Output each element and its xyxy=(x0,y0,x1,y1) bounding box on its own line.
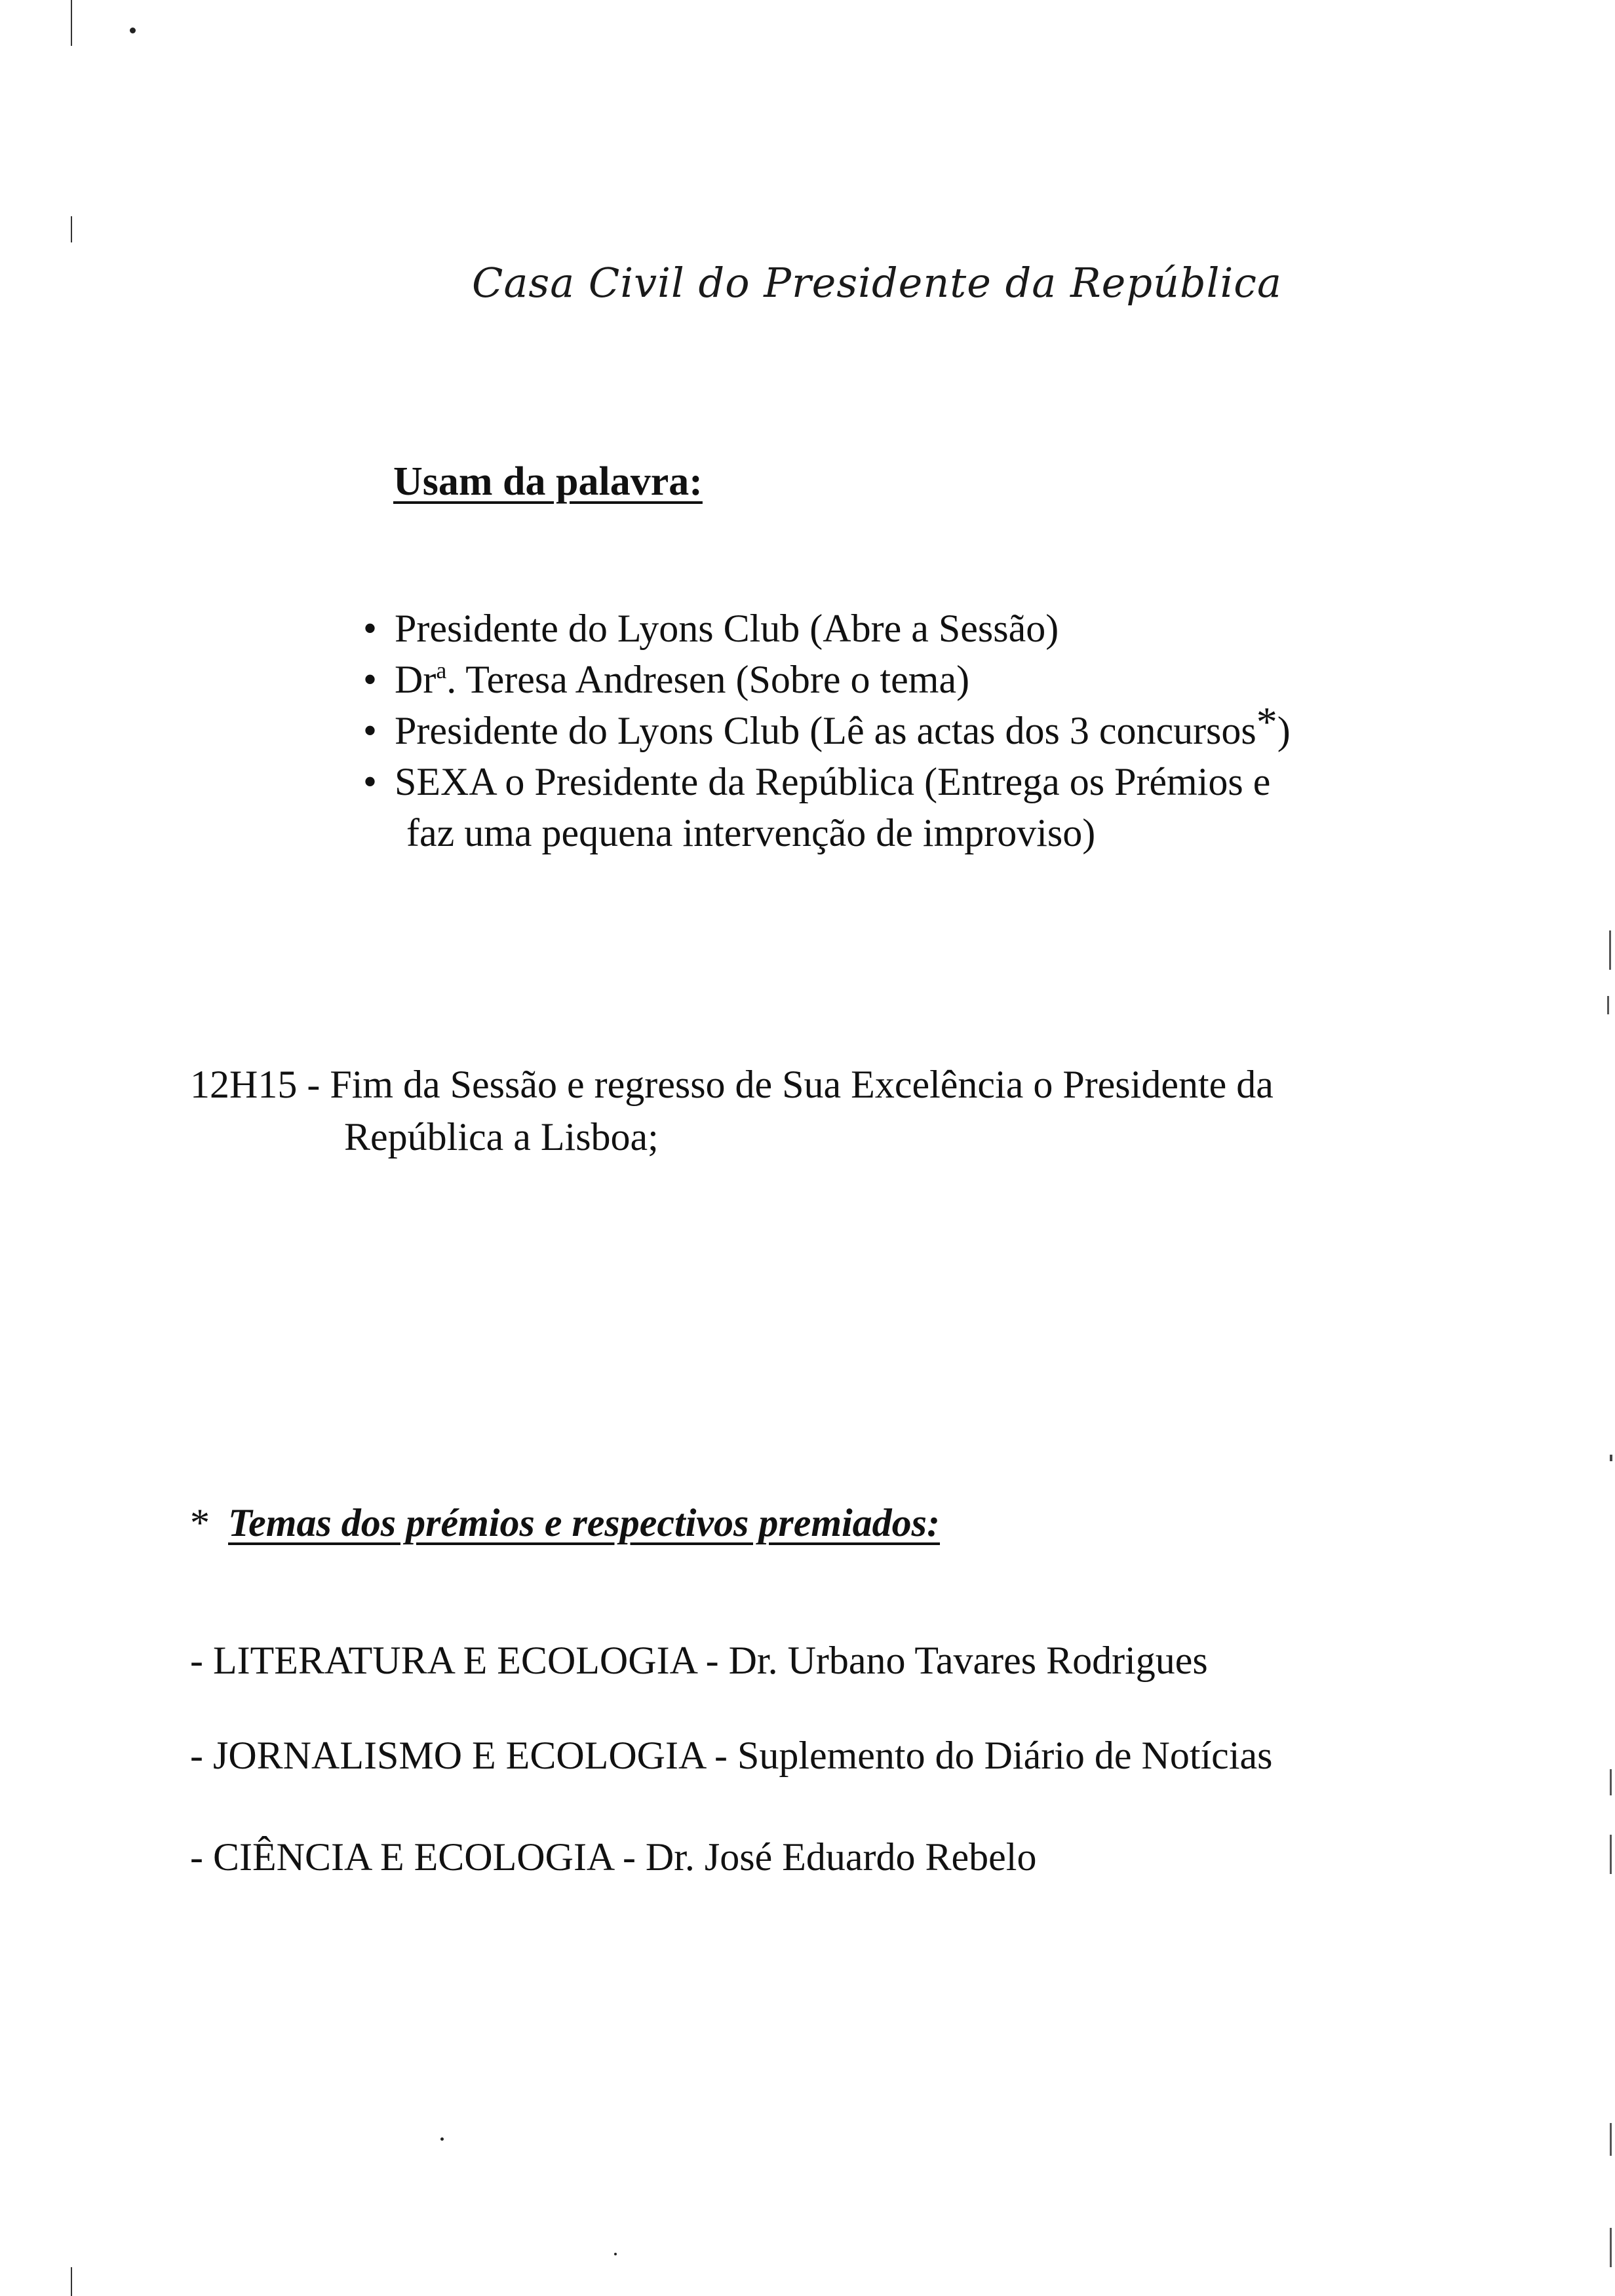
speaker-item xyxy=(354,654,1291,705)
prizes-heading xyxy=(190,1501,940,1546)
schedule-entry xyxy=(190,1058,1274,1163)
bullet-icon: • xyxy=(363,607,378,650)
speaker-text: . Teresa Andresen (Sobre o tema) xyxy=(446,658,970,701)
footnote-asterisk: * xyxy=(1256,698,1277,745)
speaker-text: Presidente do Lyons Club (Abre a Sessão) xyxy=(395,607,1059,650)
scan-speck xyxy=(130,28,136,33)
prize-item: - CIÊNCIA E ECOLOGIA - Dr. José Eduardo Rebelo xyxy=(190,1835,1037,1879)
prize-item: - JORNALISMO E ECOLOGIA - Suplemento do Diário de Notícias xyxy=(190,1734,1273,1777)
speaker-text: Presidente do Lyons Club (Lê as actas dos 3 concursos xyxy=(395,709,1256,752)
scan-edge-line xyxy=(1610,2228,1612,2267)
speaker-title: Dr xyxy=(395,658,437,701)
schedule-time: 12H15 xyxy=(190,1063,298,1106)
scan-edge-line xyxy=(1609,930,1611,970)
bullet-icon: • xyxy=(363,760,378,803)
speaker-title-ordinal: a xyxy=(436,657,447,683)
speaker-text-continuation: faz uma pequena intervenção de improviso) xyxy=(406,811,1096,854)
speaker-text: SEXA o Presidente da República (Entrega os Prémios e xyxy=(395,760,1271,803)
scan-edge-line xyxy=(71,2267,72,2296)
prize-item: - LITERATURA E ECOLOGIA - Dr. Urbano Tavares Rodrigues xyxy=(190,1639,1208,1682)
speaker-item xyxy=(354,756,1291,858)
prizes-title: Temas dos prémios e respectivos premiados: xyxy=(228,1501,941,1544)
scan-edge-line xyxy=(71,216,72,242)
scan-edge-line xyxy=(1610,1455,1612,1461)
scan-edge-line xyxy=(1610,2123,1612,2156)
footnote-asterisk: * xyxy=(190,1501,210,1544)
speakers-list xyxy=(354,603,1291,858)
schedule-line1: Fim da Sessão e regresso de Sua Excelência o Presidente da xyxy=(330,1063,1274,1106)
bullet-icon: • xyxy=(363,658,378,701)
scan-speck xyxy=(614,2253,617,2255)
bullet-icon: • xyxy=(363,709,378,752)
scan-edge-line xyxy=(1610,1769,1612,1795)
speakers-heading: Usam da palavra: xyxy=(393,459,703,504)
scan-edge-line xyxy=(71,0,72,46)
schedule-line2: República a Lisboa; xyxy=(344,1115,659,1158)
schedule-separator: - xyxy=(297,1063,330,1106)
scan-speck xyxy=(440,2137,444,2141)
speaker-text-close: ) xyxy=(1277,709,1291,752)
speaker-item xyxy=(354,698,1291,756)
speaker-item xyxy=(354,603,1291,654)
scan-edge-line xyxy=(1610,1835,1612,1874)
letterhead: Casa Civil do Presidente da República xyxy=(472,259,1282,307)
scan-edge-line xyxy=(1607,996,1609,1014)
